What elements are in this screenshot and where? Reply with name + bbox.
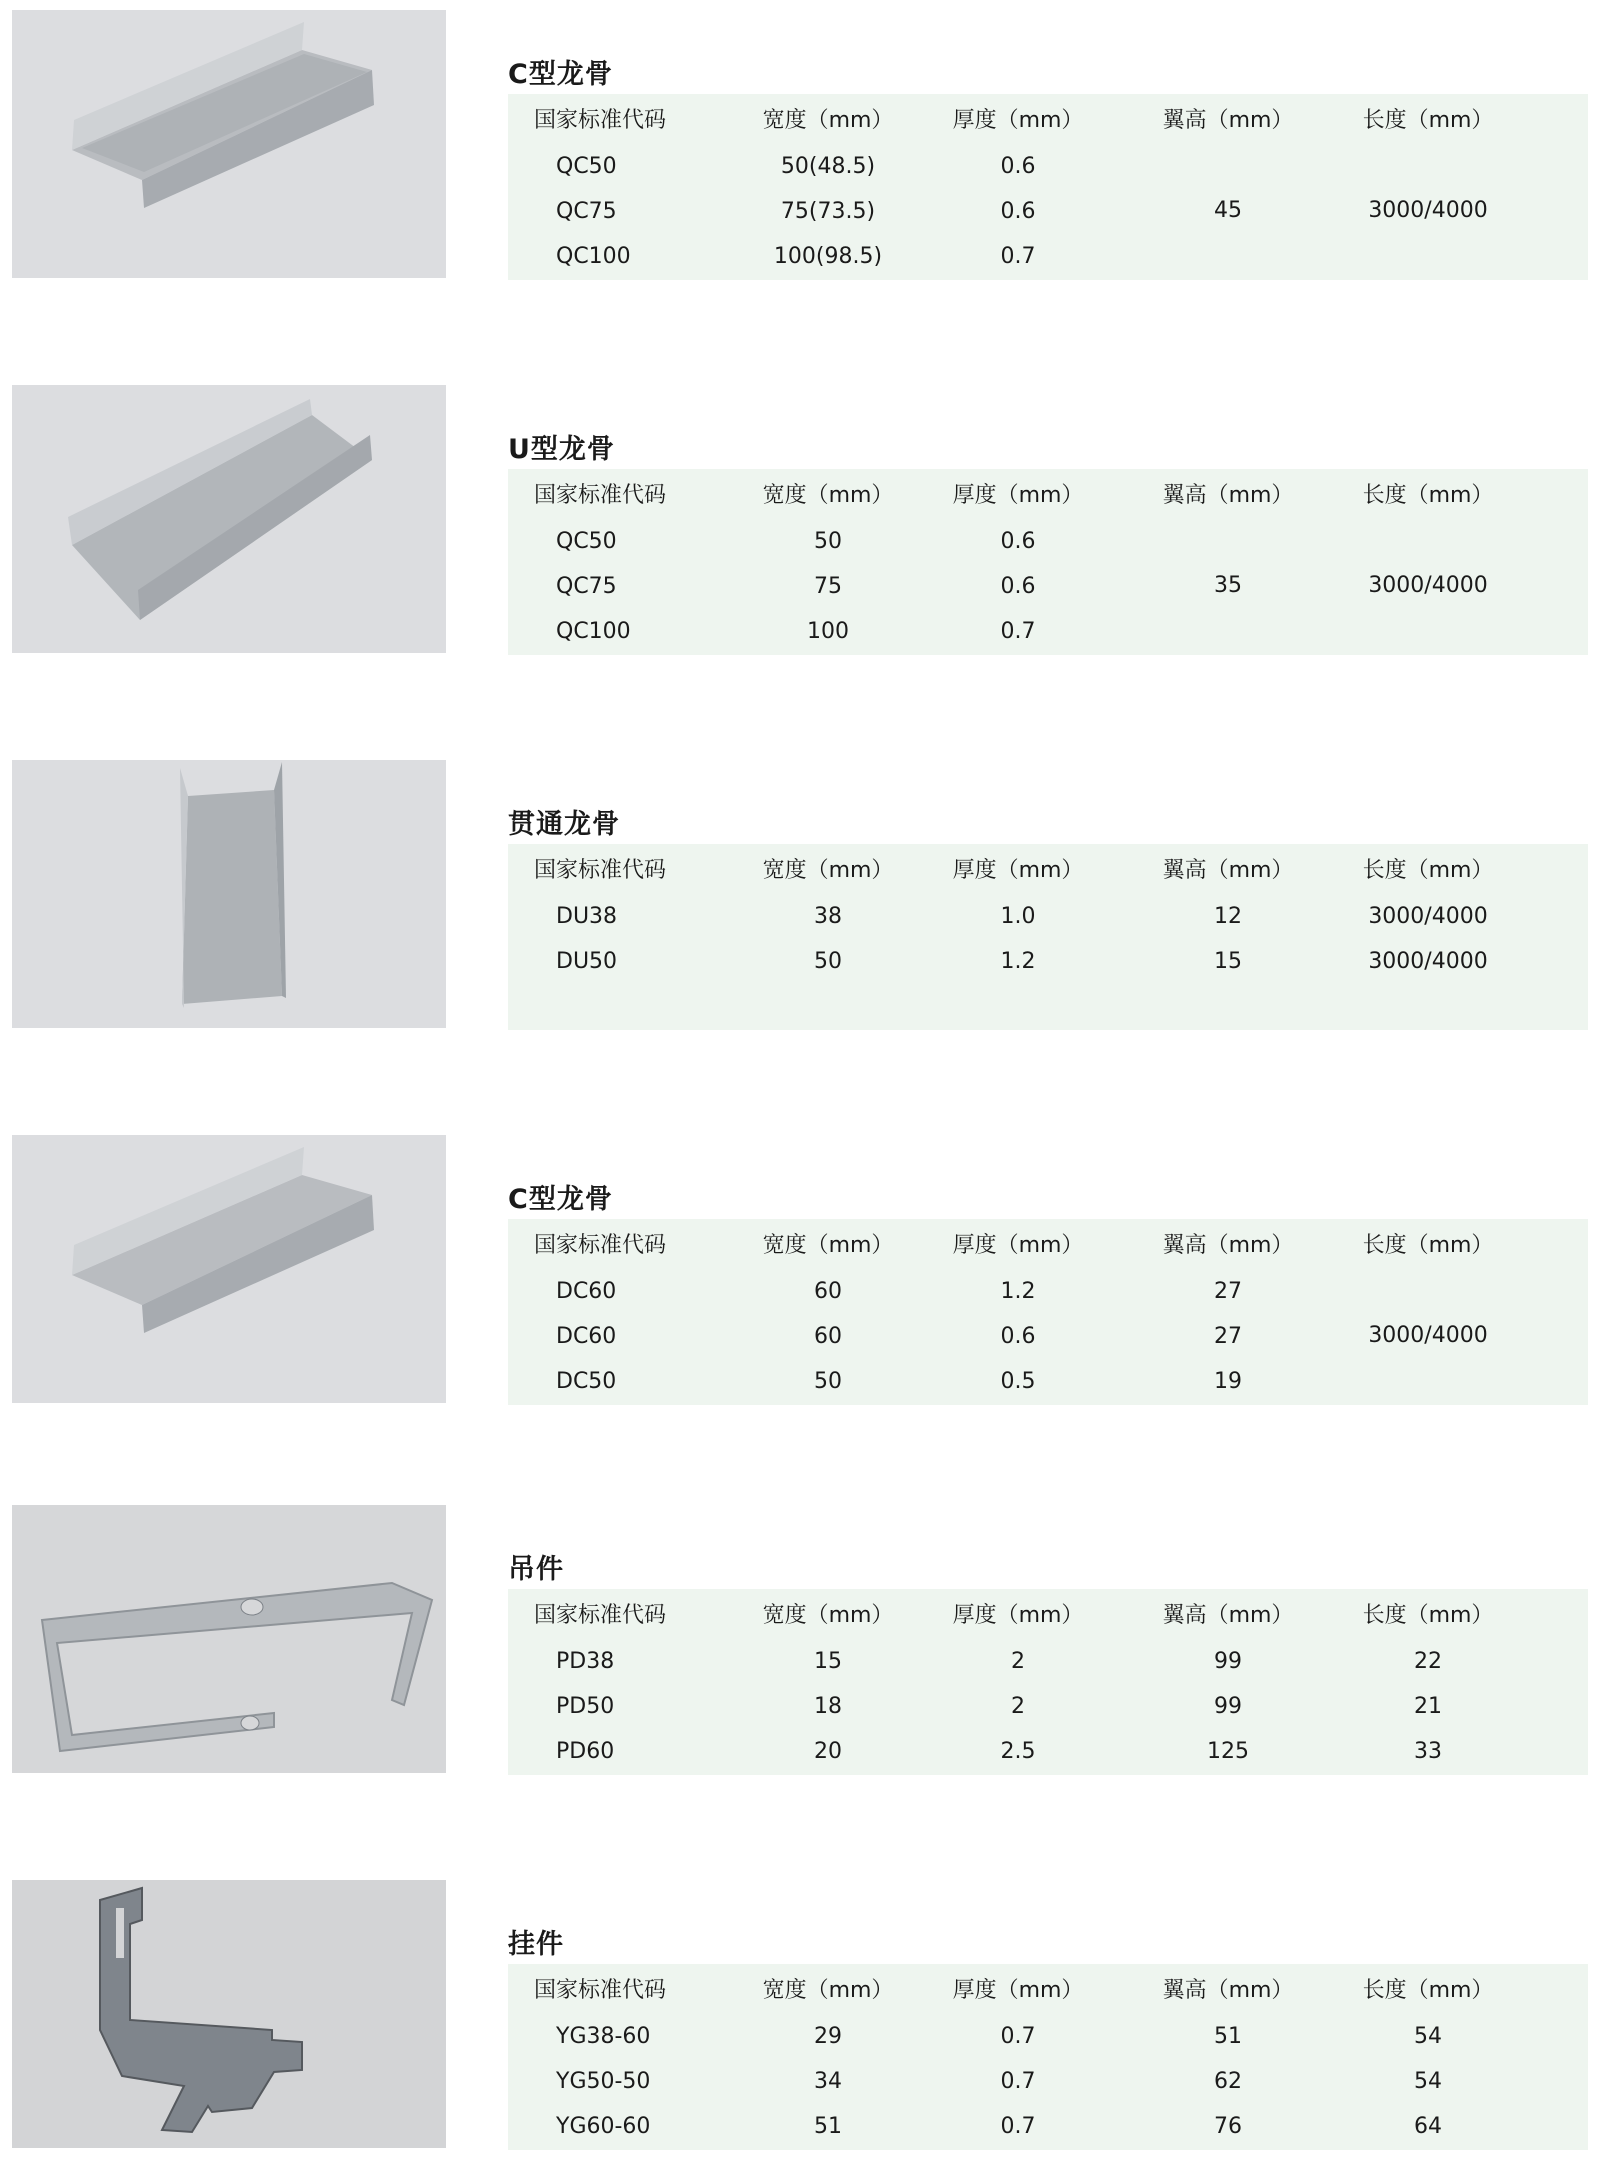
section-title: C型龙骨 bbox=[508, 59, 613, 90]
u-channel-photo bbox=[12, 385, 446, 653]
cell-code: QC75 bbox=[556, 574, 617, 599]
cell-code: QC75 bbox=[556, 199, 617, 224]
cell-code: QC50 bbox=[556, 529, 617, 554]
u-channel-image bbox=[12, 385, 446, 653]
section-title: 贯通龙骨 bbox=[508, 809, 620, 840]
product-section-u-channel bbox=[0, 385, 1600, 665]
product-section-c-channel bbox=[0, 10, 1600, 290]
product-section-hanger bbox=[0, 1505, 1600, 1785]
spec-table: 国家标准代码 宽度（mm） 厚度（mm） 翼高（mm） 长度（mm） DU38 38 1.0 12 3000/4000 DU50 50 1.2 15 3000/4000 bbox=[508, 844, 1588, 1030]
cell-code: DC60 bbox=[556, 1324, 617, 1349]
c-channel-photo bbox=[12, 10, 446, 278]
cell-code: DC50 bbox=[556, 1369, 617, 1394]
header-code: 国家标准代码 bbox=[534, 1978, 667, 2003]
c-channel-dc-photo bbox=[12, 1135, 446, 1403]
header-code: 国家标准代码 bbox=[534, 108, 667, 133]
connector-image bbox=[12, 1880, 446, 2148]
cell-code: QC100 bbox=[556, 619, 631, 644]
cell-code: PD50 bbox=[556, 1694, 615, 1719]
spec-table: 国家标准代码 宽度（mm） 厚度（mm） 翼高（mm） 长度（mm） DC60 60 1.2 27 DC60 60 0.6 27 DC50 50 0.5 19 3000/4000 bbox=[508, 1219, 1588, 1405]
product-section-connector bbox=[0, 1880, 1600, 2160]
hanger-photo bbox=[12, 1505, 446, 1773]
through-channel-image bbox=[12, 760, 446, 1028]
header-code: 国家标准代码 bbox=[534, 858, 667, 883]
c-channel-dc-image bbox=[12, 1135, 446, 1403]
header-code: 国家标准代码 bbox=[534, 483, 667, 508]
spec-table: 国家标准代码 宽度（mm） 厚度（mm） 翼高（mm） 长度（mm） QC50 50 0.6 QC75 75 0.6 QC100 100 0.7 35 3000/4000 bbox=[508, 469, 1588, 655]
product-section-through-channel bbox=[0, 760, 1600, 1040]
spec-table: 国家标准代码 宽度（mm） 厚度（mm） 翼高（mm） 长度（mm） YG38-60 29 0.7 51 54 YG50-50 34 0.7 62 54 YG60-60 51 0.7 76 64 bbox=[508, 1964, 1588, 2150]
connector-photo bbox=[12, 1880, 446, 2148]
header-code: 国家标准代码 bbox=[534, 1603, 667, 1628]
section-title: 吊件 bbox=[508, 1554, 564, 1585]
cell-code: YG50-50 bbox=[556, 2069, 651, 2094]
cell-code: DC60 bbox=[556, 1279, 617, 1304]
cell-code: PD38 bbox=[556, 1649, 615, 1674]
spec-table: 国家标准代码 宽度（mm） 厚度（mm） 翼高（mm） 长度（mm） QC50 50(48.5) 0.6 QC75 75(73.5) 0.6 QC100 100(98.5) 0.7 45 3000/4000 bbox=[508, 94, 1588, 280]
product-section-c-channel-dc bbox=[0, 1135, 1600, 1415]
cell-code: DU38 bbox=[556, 904, 618, 929]
hanger-image bbox=[12, 1505, 446, 1773]
section-title: C型龙骨 bbox=[508, 1184, 613, 1215]
cell-code: QC100 bbox=[556, 244, 631, 269]
cell-code: QC50 bbox=[556, 154, 617, 179]
section-title: 挂件 bbox=[508, 1929, 564, 1960]
section-title: U型龙骨 bbox=[508, 434, 615, 465]
c-channel-image bbox=[12, 10, 446, 278]
cell-code: DU50 bbox=[556, 949, 618, 974]
spec-table: 国家标准代码 宽度（mm） 厚度（mm） 翼高（mm） 长度（mm） PD38 15 2 99 22 PD50 18 2 99 21 PD60 20 2.5 125 33 bbox=[508, 1589, 1588, 1775]
through-channel-photo bbox=[12, 760, 446, 1028]
cell-code: YG38-60 bbox=[556, 2024, 651, 2049]
cell-code: YG60-60 bbox=[556, 2114, 651, 2139]
header-code: 国家标准代码 bbox=[534, 1233, 667, 1258]
cell-code: PD60 bbox=[556, 1739, 615, 1764]
